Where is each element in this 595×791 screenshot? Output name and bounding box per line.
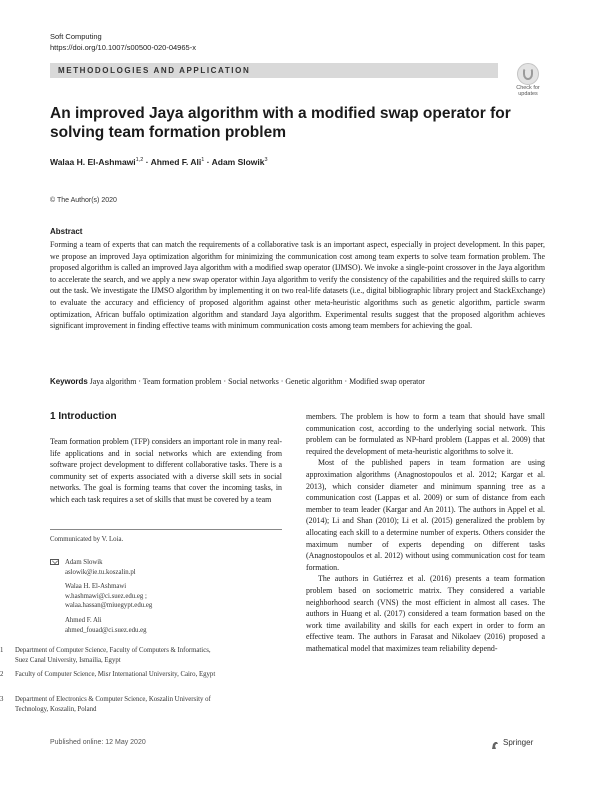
section-label: METHODOLOGIES AND APPLICATION <box>58 66 251 75</box>
affiliation-text: Department of Computer Science, Faculty of Computers & Informatics, Suez Canal University, Ismailia, Egypt <box>15 647 211 664</box>
intro-paragraph: Most of the published papers in team formation are using approximation algorithms (Anagnostopoulos et al. 2012; Kargar et al. 2013), which consider diameter and minimum spanning tree as a communication cost (Lappas et al. 2009) or sum of distance from each member to team leader (Kargar and An 2011). The authors in Appel et al. (2014); Li and Shan (2010); Li et al. (2015) generalized the problem by allocating each skill to a determine number of experts. Others consider the maximum number of experts depending on different tasks (Anagnostopoulos et al. 2012) without using communication cost for team formation. <box>306 458 545 572</box>
author-affiliation-marker: 3 <box>264 157 268 164</box>
contact-email[interactable]: ahmed_fouad@ci.suez.edu.eg <box>65 626 147 634</box>
keywords <box>50 377 545 386</box>
footnote-divider <box>50 529 282 530</box>
contact-email[interactable]: w.hashmawi@ci.suez.edu.eg ; <box>65 592 147 600</box>
contact-email[interactable]: aslowik@ie.tu.koszalin.pl <box>65 568 136 576</box>
check-for-updates-badge[interactable] <box>510 63 546 99</box>
author-separator: · <box>145 157 149 167</box>
intro-paragraph: The authors in Gutiérrez et al. (2016) presents a team formation problem based on sociometric matrix. They considered a variable neighborhood search (VNS) the most efficient in almost all cases. The authors in Huang et al. (2017) considered a team formation based on the work time availability and skills for each expert in order to form an effective team. The authors in Farasat and Nikolaev (2016) proposed a mathematical model that maximizes team reliability depend- <box>306 574 545 653</box>
author-list <box>50 157 268 167</box>
abstract-heading: Abstract <box>50 227 83 236</box>
contact-entry <box>65 558 136 577</box>
bookmark-icon <box>517 63 539 85</box>
publication-date: Published online: 12 May 2020 <box>50 739 146 746</box>
contact-entry <box>65 616 147 635</box>
contact-name: Ahmed F. Ali <box>65 617 102 624</box>
abstract-text: Forming a team of experts that can match the requirements of a collaborative task is an important aspect, especially in project development. In this paper, we propose an improved Jaya optimization algorithm for minimizing the communication cost among team experts to solve team formation problem. The proposed algorithm is called an improved Jaya algorithm with a modified swap operator (IJMSO). We invoke a single-point crossover in the Jaya algorithm to accelerate the search, and we apply a new swap operator within Jaya algorithm to verify the consistency of the capabilities and the required skills to carry out the task. We investigate the IJMSO algorithm by implementing it on two real-life datasets (i.e., digital bibliographic library project and StackExchange) to evaluate the accuracy and efficiency of proposed algorithm against other meta-heuristic algorithms such as genetic algorithm, particle swarm optimization, African buffalo optimization algorithm and standard Jaya algorithm. Experimental results suggest that the proposed algorithm achieves significant improvement in finding effective teams with minimum communication costs among team members for achieving the goal. <box>50 240 545 331</box>
envelope-icon <box>50 559 59 565</box>
publisher-name: Springer <box>503 738 534 747</box>
contact-email[interactable]: walaa.hassan@miuegypt.edu.eg <box>65 602 153 610</box>
paper-title: An improved Jaya algorithm with a modified swap operator for solving team formation problem <box>50 105 511 141</box>
contact-name: Adam Slowik <box>65 559 103 566</box>
section-heading: 1 Introduction <box>50 411 117 422</box>
doi-link[interactable]: https://doi.org/10.1007/s00500-020-04965-x <box>50 43 196 52</box>
intro-paragraph: members. The problem is how to form a team that should have small communication cost, according to the underlying social network. This problem can be formulated as NP-hard problem (Lappas et al. 2009) that required the development of meta-heuristic algorithms to solve it. <box>306 412 545 456</box>
author-affiliation-marker: 1,2 <box>135 157 144 164</box>
affiliation-text: Faculty of Computer Science, Misr International University, Cairo, Egypt <box>15 671 216 678</box>
affiliation-number: 3 <box>0 696 4 703</box>
contact-entry <box>65 582 152 611</box>
author-affiliation-marker: 1 <box>201 157 205 164</box>
badge-line-2: updates <box>518 91 538 97</box>
author-name[interactable]: Ahmed F. Ali <box>150 157 202 167</box>
badge-line-1: Check for <box>516 85 540 91</box>
intro-right-column <box>306 411 545 654</box>
journal-name: Soft Computing <box>50 32 102 41</box>
keywords-label: Keywords <box>50 377 88 386</box>
author-name[interactable]: Walaa H. El-Ashmawi <box>50 157 136 167</box>
author-separator: · <box>206 157 210 167</box>
copyright-notice: © The Author(s) 2020 <box>50 197 117 204</box>
affiliation-number: 1 <box>0 647 4 654</box>
affiliation-number: 2 <box>0 671 4 678</box>
springer-logo-icon <box>490 737 500 747</box>
author-name[interactable]: Adam Slowik <box>211 157 265 167</box>
communicated-by: Communicated by V. Loia. <box>50 536 124 543</box>
contact-name: Walaa H. El-Ashmawi <box>65 583 127 590</box>
affiliation-text: Department of Electronics & Computer Science, Koszalin University of Technology, Koszalin, Poland <box>15 696 211 713</box>
intro-paragraph: Team formation problem (TFP) considers an important role in many real-life applications and in social networks which are extending from software project development to different collaborative tasks. There is a community set of experts associated with a diverse skill sets in social networks. The goal is forming teams that cover the incoming tasks, in which each task requires a set of skills that must be covered by a team <box>50 437 282 504</box>
keywords-text: Jaya algorithm · Team formation problem · Social networks · Genetic algorithm · Modified swap operator <box>89 377 425 386</box>
